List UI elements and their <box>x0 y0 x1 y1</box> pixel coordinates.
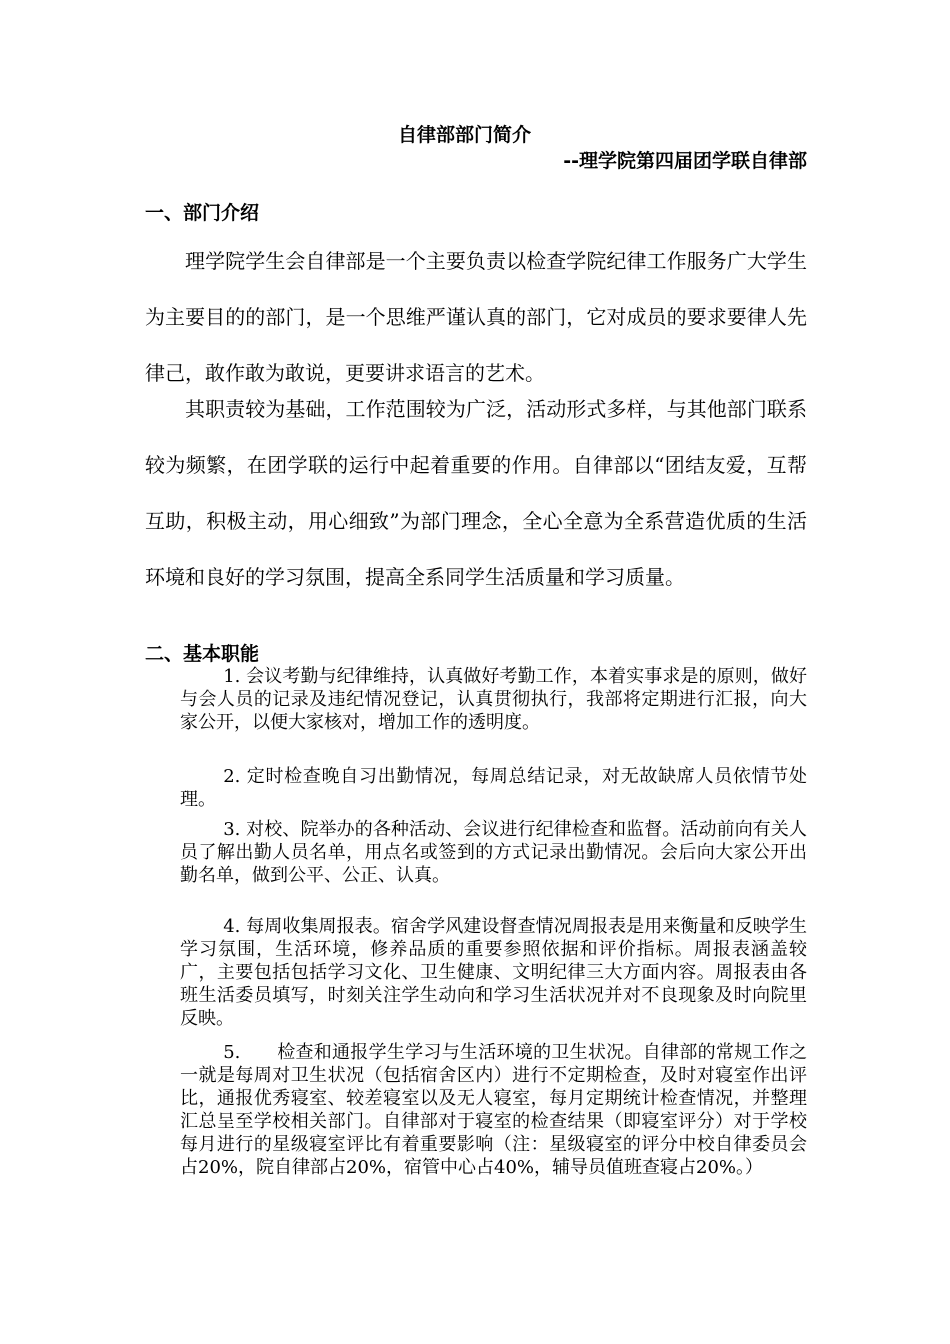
section-heading-intro: 一、部门介绍 <box>145 202 260 224</box>
section-heading-functions: 二、基本职能 <box>145 643 260 665</box>
intro-paragraph: 其职责较为基础，工作范围较为广泛，活动形式多样，与其他部门联系较为频繁，在团学联的运行中起着重要的作用。自律部以“团结友爱，互帮互助，积极主动，用心细致”为部门理念，全心全意为全系营造优质的生活环境和良好的学习氛围，提高全系同学生活质量和学习质量。 <box>145 397 807 589</box>
function-item: 1. 会议考勤与纪律维持，认真做好考勤工作，本着实事求是的原则，做好与会人员的记录及违纪情况登记，认真贯彻执行，我部将定期进行汇报，向大家公开，以便大家核对，增加工作的透明度。 <box>180 666 807 733</box>
function-item: 3. 对校、院举办的各种活动、会议进行纪律检查和监督。活动前向有关人员了解出勤人员名单，用点名或签到的方式记录出勤情况。会后向大家公开出勤名单，做到公平、公正、认真。 <box>180 819 807 886</box>
document-title: 自律部部门简介 <box>398 124 532 146</box>
document-subtitle: --理学院第四届团学联自律部 <box>563 150 807 172</box>
function-item: 4. 每周收集周报表。宿舍学风建设督查情况周报表是用来衡量和反映学生学习氛围，生活环境，修养品质的重要参照依据和评价指标。周报表涵盖较广，主要包括包括学习文化、卫生健康、文明纪律三大方面内容。周报表由各班生活委员填写，时刻关注学生动向和学习生活状况并对不良现象及时向院里反映。 <box>180 916 807 1029</box>
intro-paragraph: 理学院学生会自律部是一个主要负责以检查学院纪律工作服务广大学生为主要目的的部门，是一个思维严谨认真的部门，它对成员的要求要律人先律己，敢作敢为敢说，更要讲求语言的艺术。 <box>145 249 807 385</box>
function-item: 2. 定时检查晚自习出勤情况，每周总结记录，对无故缺席人员依情节处理。 <box>180 766 807 810</box>
function-item: 5. 检查和通报学生学习与生活环境的卫生状况。自律部的常规工作之一就是每周对卫生状况（包括宿舍区内）进行不定期检查，及时对寝室作出评比，通报优秀寝室、较差寝室以及无人寝室，每月定期统计检查情况，并整理汇总呈至学校相关部门。自律部对于寝室的检查结果（即寝室评分）对于学校每月进行的星级寝室评比有着重要影响（注：星级寝室的评分中校自律委员会占20%，院自律部占20%，宿管中心占40%，辅导员值班查寝占20%。） <box>180 1042 807 1178</box>
